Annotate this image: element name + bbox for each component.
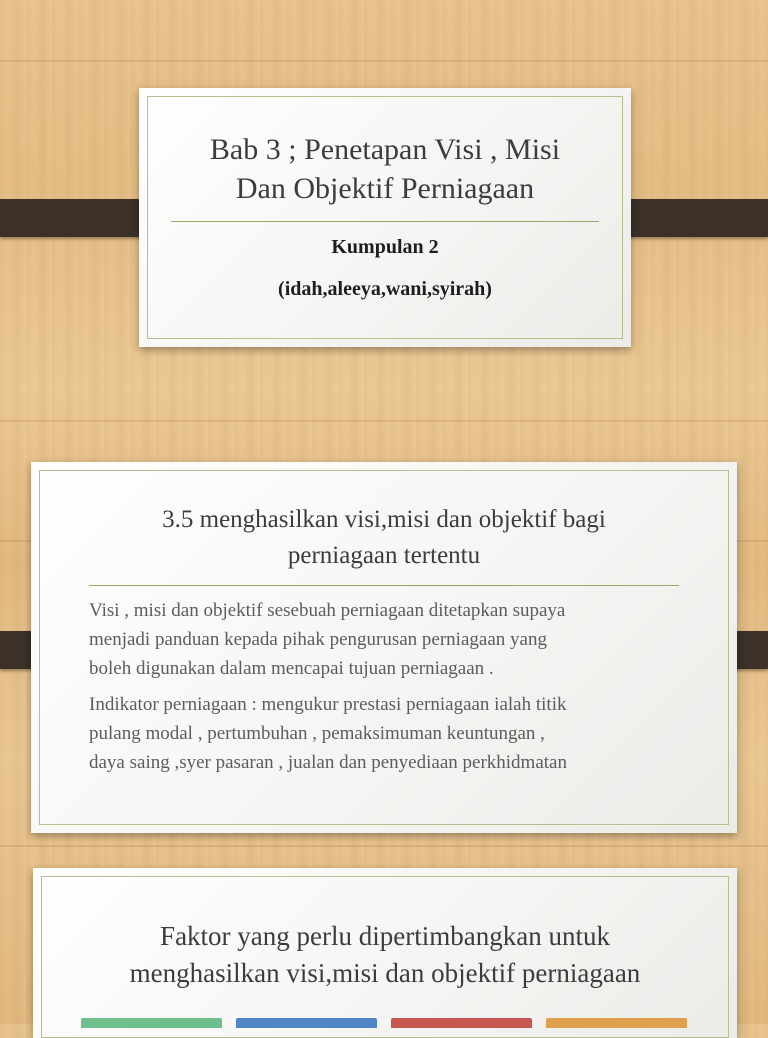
p2-line-2: pulang modal , pertumbuhan , pemaksimuman keuntungan , <box>89 723 545 744</box>
p2-line-3: daya saing ,syer pasaran , jualan dan penyediaan perkhidmatan <box>89 752 567 773</box>
body-text <box>89 596 719 784</box>
p1-line-3: boleh digunakan dalam mencapai tujuan perniagaan . <box>89 658 494 679</box>
content-card <box>31 462 737 833</box>
title-card <box>139 88 631 347</box>
diagram-box-green <box>81 1018 222 1028</box>
paragraph-1 <box>89 596 719 683</box>
diagram-box-red <box>391 1018 532 1028</box>
diagram-box-orange <box>546 1018 687 1028</box>
title-line-2: Dan Objektif Perniagaan <box>235 172 535 205</box>
subtitle-members: (idah,aleeya,wani,syirah) <box>278 278 492 300</box>
slide-title <box>41 502 727 574</box>
slide-title <box>149 130 621 208</box>
diagram-box-blue <box>236 1018 377 1028</box>
p1-line-2: menjadi panduan kepada pihak pengurusan perniagaan yang <box>89 629 547 650</box>
wood-seam <box>0 420 768 422</box>
slide-title <box>43 918 727 992</box>
content-card <box>33 868 737 1038</box>
title-line-2: menghasilkan visi,misi dan objektif perniagaan <box>129 958 641 988</box>
title-line-1: Bab 3 ; Penetapan Visi , Misi <box>209 133 561 166</box>
title-line-1: Faktor yang perlu dipertimbangkan untuk <box>160 921 610 951</box>
wood-seam <box>0 845 768 847</box>
title-line-1: 3.5 menghasilkan visi,misi dan objektif bagi <box>162 506 606 533</box>
subtitle-group: Kumpulan 2 <box>331 236 439 258</box>
title-line-2: perniagaan tertentu <box>287 542 481 569</box>
paragraph-2 <box>89 690 719 777</box>
p2-line-1: Indikator perniagaan : mengukur prestasi perniagaan ialah titik <box>89 694 567 715</box>
title-divider <box>171 221 599 222</box>
p1-line-1: Visi , misi dan objektif sesebuah perniagaan ditetapkan supaya <box>89 600 566 621</box>
title-divider <box>89 585 679 586</box>
left-strap <box>0 199 156 237</box>
right-strap <box>612 199 768 237</box>
wood-seam <box>0 60 768 62</box>
